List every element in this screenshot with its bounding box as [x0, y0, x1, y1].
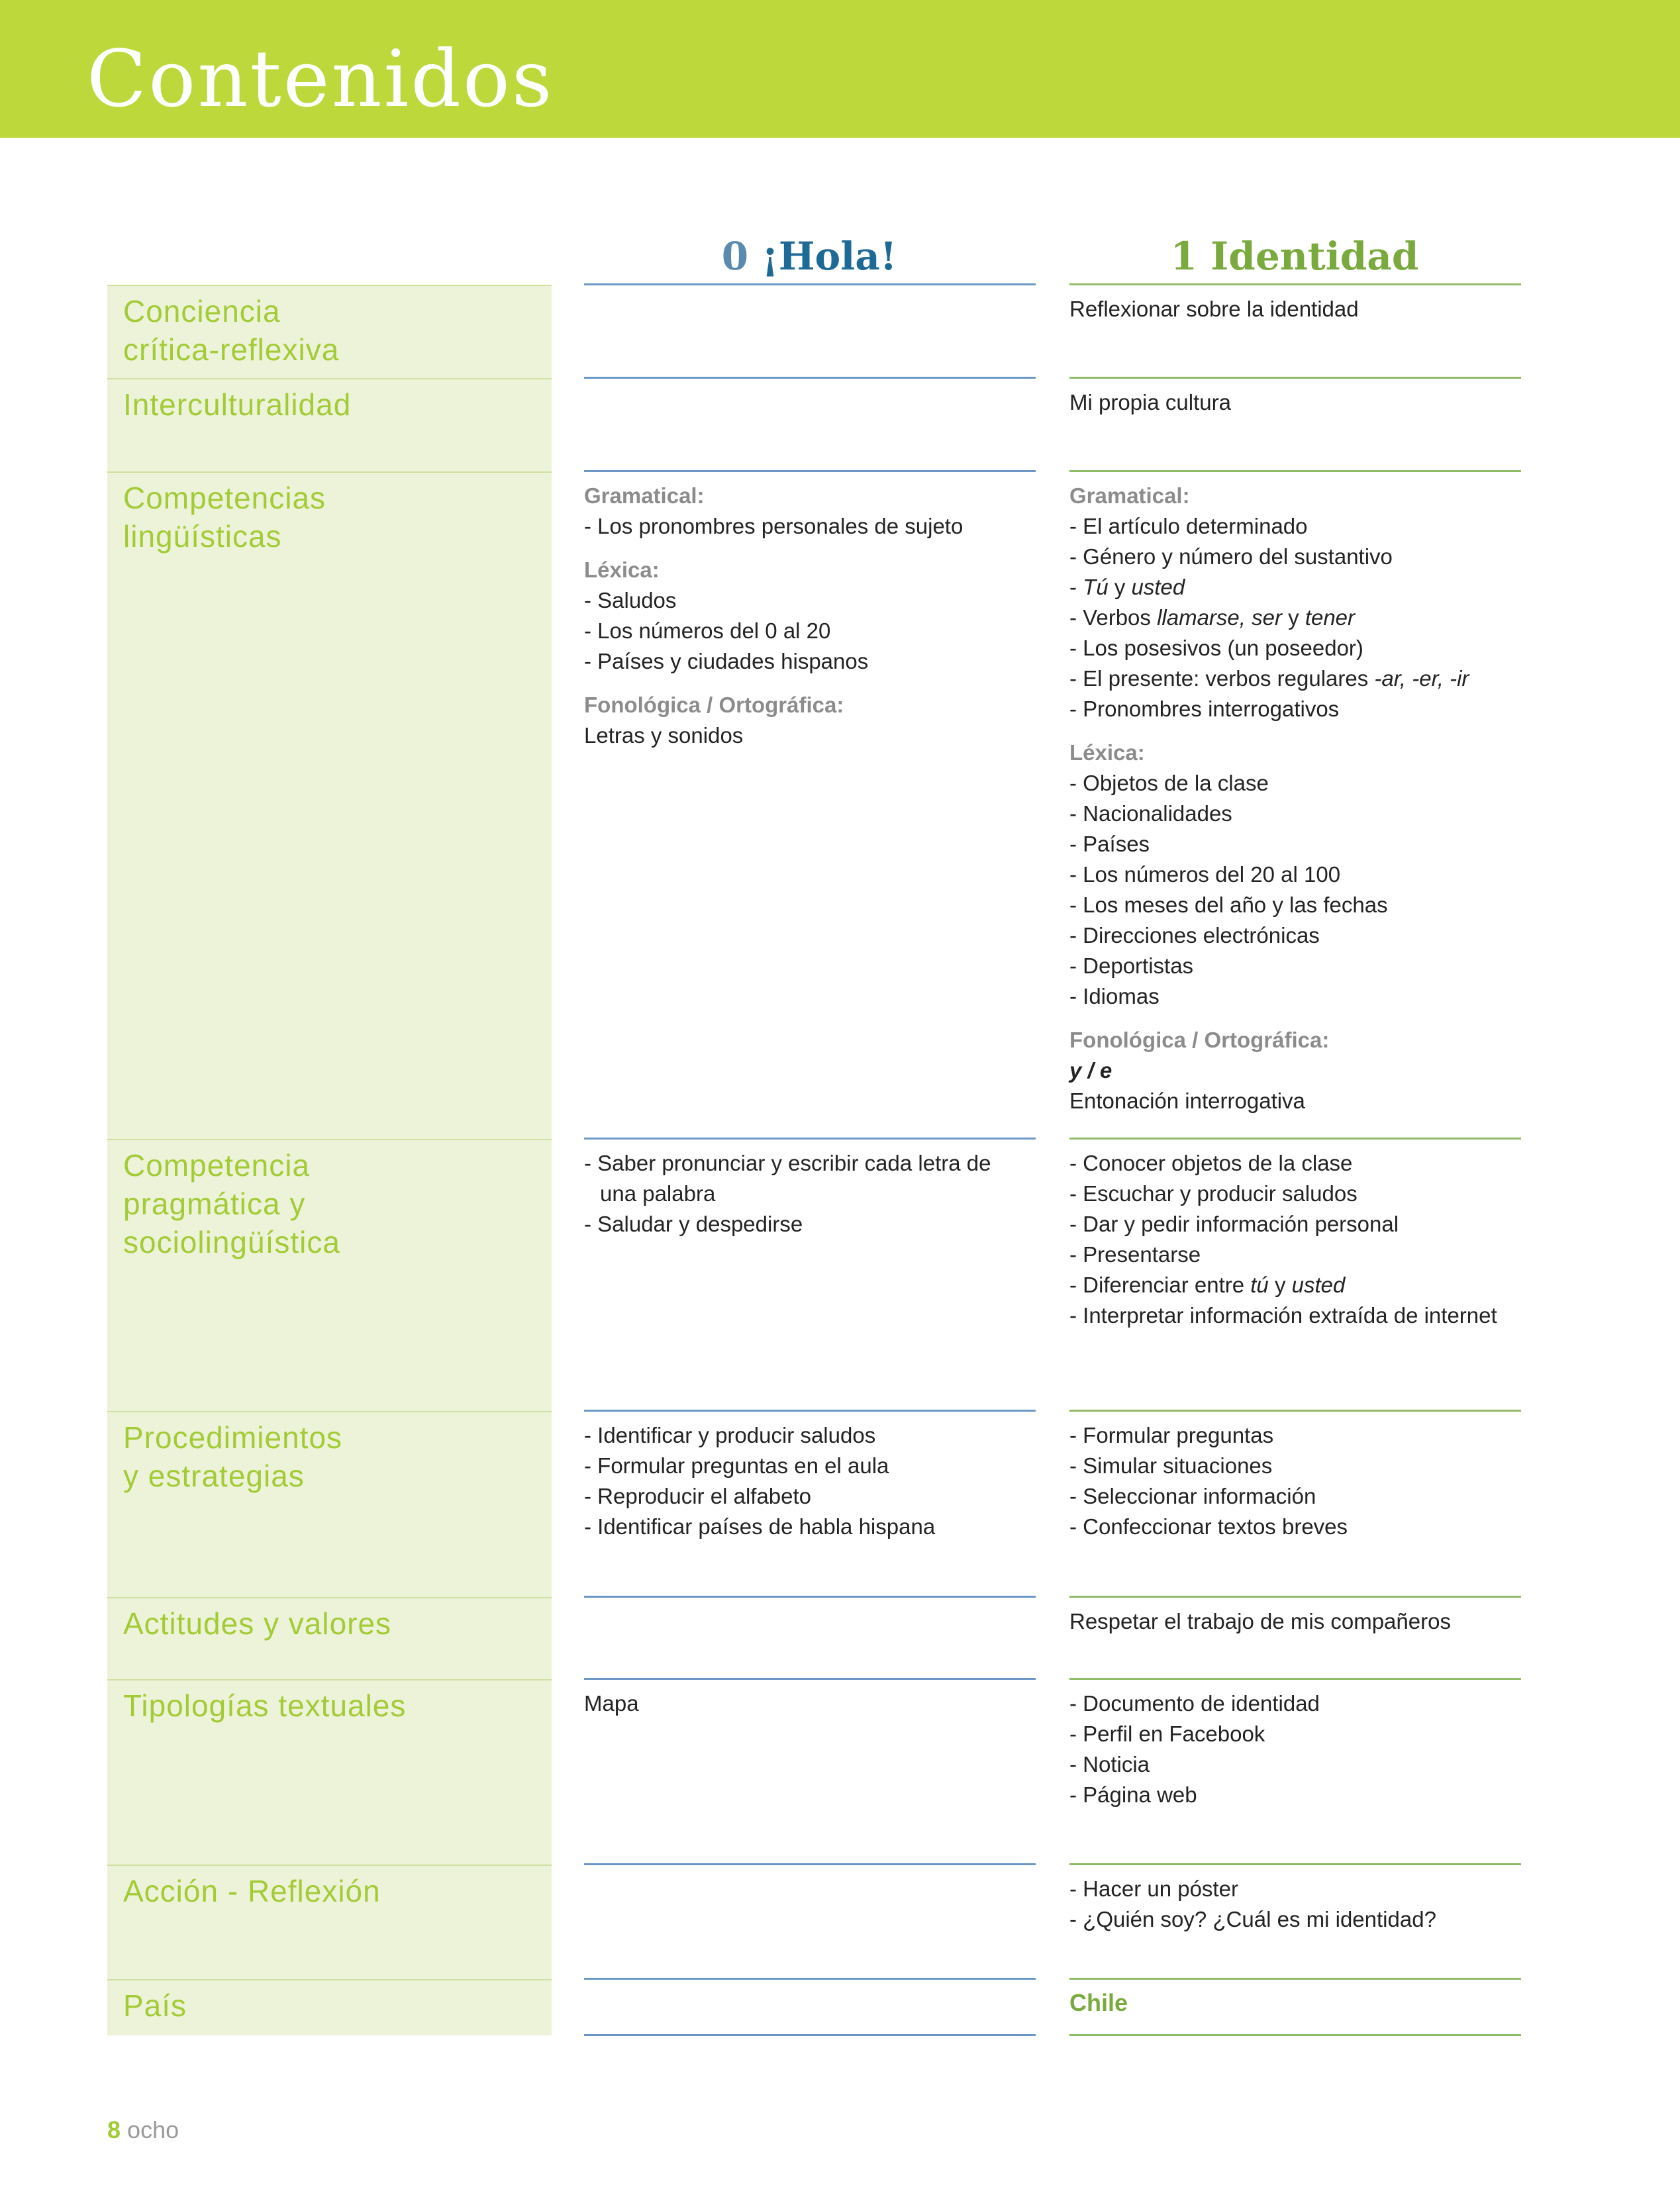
unit-0-rule	[584, 1863, 1036, 1865]
cell-tipologias-unit-0: Mapa	[584, 1691, 639, 1716]
row-label-procedimientos: Procedimientos y estrategias	[123, 1420, 343, 1493]
cell-procedimientos-unit-1: - Formular preguntas - Simular situaciones - Seleccionar información - Confeccionar textos breves	[1069, 1423, 1348, 1539]
label-divider	[107, 378, 552, 379]
unit-1-rule	[1069, 1978, 1521, 1980]
unit-1-rule	[1069, 1410, 1521, 1412]
unit-1-rule	[1069, 377, 1521, 379]
label-divider	[107, 1865, 552, 1866]
unit-1-rule	[1069, 1678, 1521, 1680]
row-label-pais: País	[123, 1988, 187, 2023]
cell-pais-unit-1	[1069, 1988, 1513, 2018]
country-name: Chile	[1069, 1989, 1128, 2016]
page-title: Contenidos	[87, 33, 554, 124]
unit-0-rule	[584, 377, 1036, 379]
unit-0-rule	[584, 1410, 1036, 1412]
label-divider	[107, 285, 552, 286]
cell-actitudes-unit-1: Respetar el trabajo de mis compañeros	[1069, 1609, 1451, 1633]
unit-0-rule	[584, 2034, 1036, 2036]
cell-tipologias-unit-1: - Documento de identidad - Perfil en Facebook - Noticia - Página web	[1069, 1691, 1320, 1807]
cell-pragmatica-unit-1: - Conocer objetos de la clase - Escuchar y producir saludos - Dar y pedir información personal - Presentarse - Diferenciar entre tú y usted - Interpretar información extraída de internet	[1069, 1151, 1497, 1328]
row-label-tipologias: Tipologías textuales	[123, 1688, 407, 1723]
unit-0-rule	[584, 1596, 1036, 1598]
unit-1-title: Identidad	[1211, 234, 1419, 279]
cell-accion-unit-1: - Hacer un póster - ¿Quién soy? ¿Cuál es mi identidad?	[1069, 1876, 1436, 1931]
cell-linguisticas-unit-1: Gramatical: - El artículo determinado - Género y número del sustantivo - Tú y usted - Verbos llamarse, ser y tener - Los posesivos (un poseedor) - El presente: verbos regulares -ar, -er, -ir - Pronombres interrogativos Léxica: - Objetos de la clase - Nacionalidades - Países - Los números del 20 al 100 - Los meses del año y las fechas - Direcciones electrónicas - Deportistas - Idiomas Fonológica / Ortográfica: y / e Entonación interrogativa	[1069, 483, 1469, 1113]
unit-0-rule	[584, 1678, 1036, 1680]
cell-linguisticas-unit-0: Gramatical: - Los pronombres personales de sujeto Léxica: - Saludos - Los números del 0 al 20 - Países y ciudades hispanos Fonológica / Ortográfica: Letras y sonidos	[584, 483, 964, 748]
page-number: 8 ocho	[107, 2116, 179, 2143]
cell-procedimientos-unit-0: - Identificar y producir saludos - Formular preguntas en el aula - Reproducir el alfabeto - Identificar países de habla hispana	[584, 1423, 936, 1539]
header-banner	[0, 0, 1680, 138]
unit-0-rule	[584, 1978, 1036, 1980]
row-label-linguisticas: Competencias lingüísticas	[123, 481, 326, 554]
row-label-actitudes: Actitudes y valores	[123, 1606, 392, 1641]
label-divider	[107, 1597, 552, 1598]
unit-1-rule	[1069, 1863, 1521, 1865]
row-label-accion: Acción - Reflexión	[123, 1874, 381, 1908]
unit-0-rule	[584, 470, 1036, 472]
row-label-interculturalidad: Interculturalidad	[123, 387, 352, 422]
label-divider	[107, 1679, 552, 1680]
unit-0-rule	[584, 1138, 1036, 1140]
unit-0-number: 0	[721, 234, 749, 279]
label-divider	[107, 1979, 552, 1980]
unit-1-rule	[1069, 2034, 1521, 2036]
label-divider	[107, 1411, 552, 1412]
unit-0-title: ¡Hola!	[762, 234, 897, 279]
unit-1-rule	[1069, 283, 1521, 285]
label-divider	[107, 471, 552, 473]
cell-conciencia-unit-1: Reflexionar sobre la identidad	[1069, 297, 1359, 321]
unit-0-heading	[583, 233, 1036, 279]
unit-1-rule	[1069, 1138, 1521, 1140]
unit-1-number: 1	[1170, 234, 1197, 279]
unit-1-heading	[1068, 233, 1521, 279]
cell-pragmatica-unit-0: - Saber pronunciar y escribir cada letra de una palabra - Saludar y despedirse	[584, 1151, 991, 1236]
cell-interculturalidad-unit-1: Mi propia cultura	[1069, 390, 1231, 414]
unit-1-rule	[1069, 470, 1521, 472]
row-label-conciencia: Conciencia crítica-reflexiva	[123, 294, 340, 367]
row-label-pragmatica: Competencia pragmática y sociolingüística	[123, 1148, 340, 1259]
label-divider	[107, 1139, 552, 1140]
unit-0-rule	[584, 283, 1036, 285]
unit-1-rule	[1069, 1596, 1521, 1598]
